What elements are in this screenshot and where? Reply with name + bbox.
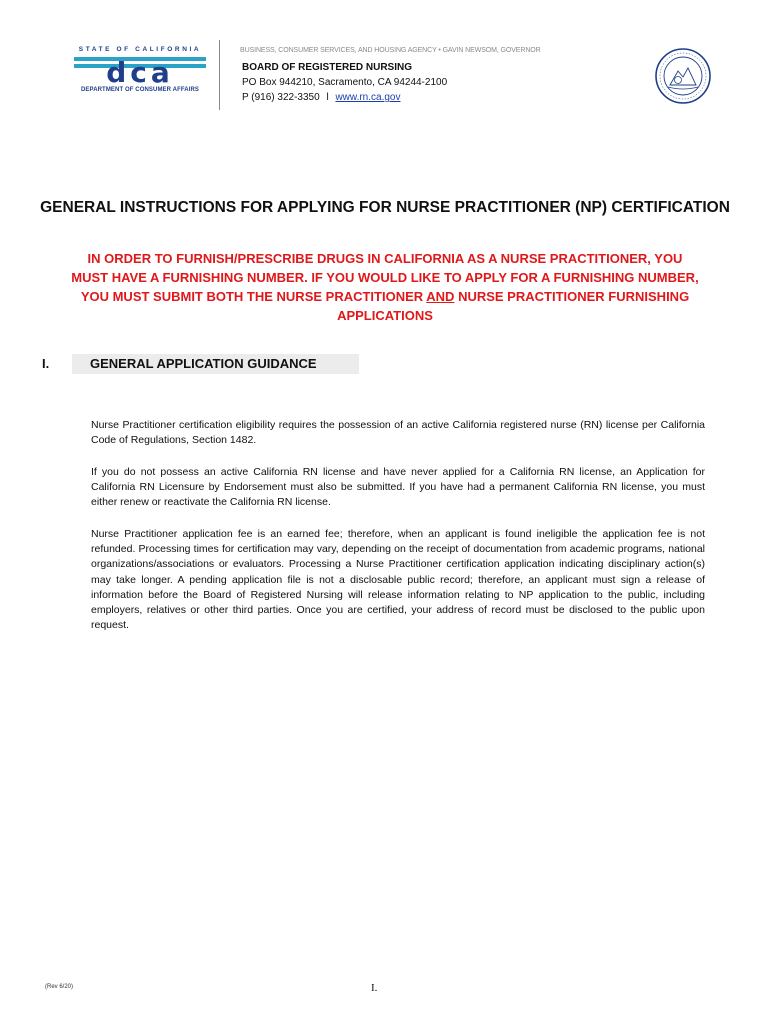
- california-state-seal-icon: [654, 47, 712, 105]
- board-phone: P (916) 322-3350: [242, 92, 320, 103]
- section-number: I.: [42, 356, 50, 371]
- section-heading: [42, 354, 360, 374]
- contact-separator: l: [326, 92, 329, 103]
- revision-date: (Rev 6/20): [45, 984, 74, 990]
- section-title: GENERAL APPLICATION GUIDANCE: [90, 356, 317, 371]
- website-link[interactable]: www.rn.ca.gov: [335, 92, 401, 103]
- agency-line: BUSINESS, CONSUMER SERVICES, AND HOUSING AGENCY • GAVIN NEWSOM, GOVERNOR: [240, 47, 541, 54]
- notice-text-before: IN ORDER TO FURNISH/PRESCRIBE DRUGS IN CALIFORNIA AS A NURSE PRACTITIONER, YOU MUST HAVE A FURNISHING NUMBER. IF YOU WOULD LIKE TO APPLY FOR A FURNISHING NUMBER, YOU MUST SUBMIT BOTH THE NURSE PRACTITIONER: [71, 251, 699, 304]
- notice-text-after: NURSE PRACTITIONER FURNISHING APPLICATIONS: [337, 289, 690, 323]
- logo-dept-text: DEPARTMENT OF CONSUMER AFFAIRS: [81, 87, 199, 93]
- page-number: I.: [371, 982, 378, 994]
- notice-emphasis: AND: [426, 289, 455, 304]
- furnishing-notice: [70, 249, 700, 325]
- header-divider: [219, 40, 220, 110]
- paragraph-fees-processing: Nurse Practitioner application fee is an earned fee; therefore, when an applicant is found ineligible the application fee is not refunded. Processing times for certification may vary, depending on the receipt of documentation from academic programs, national organizations/associations or evaluators. Processing a Nurse Practitioner certification application indicating disciplinary action(s) may take longer. A pending application file is not a disclosable public record; therefore, an applicant must sign a release of information before the Board of Registered Nursing will release information relating to NP application to the public, including employers, relatives or other third parties. Once you are certified, your address of record must be disclosed to the public upon request.: [91, 528, 705, 632]
- letterhead: [60, 38, 715, 120]
- dca-logo: [72, 46, 208, 93]
- paragraph-eligibility: Nurse Practitioner certification eligibility requires the possession of an active California registered nurse (RN) license per California Code of Regulations, Section 1482.: [91, 419, 705, 447]
- logo-letters: dca: [106, 56, 174, 85]
- board-name: BOARD OF REGISTERED NURSING: [242, 62, 413, 73]
- board-address: PO Box 944210, Sacramento, CA 94244-2100: [242, 77, 448, 88]
- document-title: GENERAL INSTRUCTIONS FOR APPLYING FOR NURSE PRACTITIONER (NP) CERTIFICATION: [40, 199, 730, 216]
- dca-logo-mark: [74, 55, 206, 85]
- board-contact-line: [242, 92, 400, 103]
- paragraph-rn-license: If you do not possess an active California RN license and have never applied for a California RN license, an Application for California RN Licensure by Endorsement must also be submitted. If you have had a permanent California RN license, you must either renew or reactivate the California RN license.: [91, 466, 705, 509]
- logo-state-text: STATE OF CALIFORNIA: [78, 46, 202, 53]
